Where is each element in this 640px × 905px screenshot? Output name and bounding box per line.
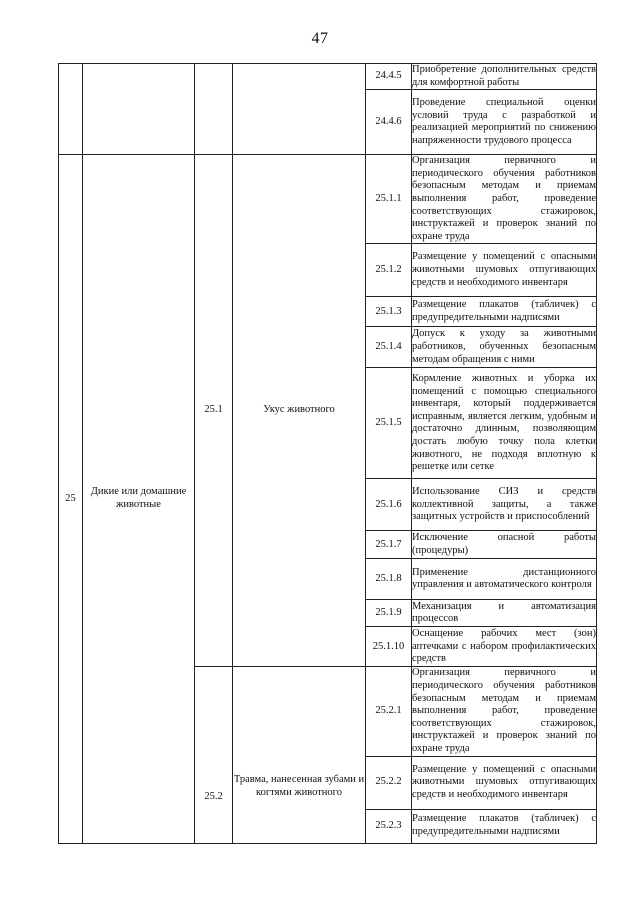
hazard-subgroup-number: 25.1 <box>195 155 233 667</box>
measure-code: 25.1.4 <box>366 327 412 368</box>
measure-code: 25.1.1 <box>366 155 412 244</box>
measure-text: Организация первичного и периодического обучения работников безопасным методам и приемам выполнения работ, проведение соответствующих стажировок, инструктажей и проверок знаний по охране труда <box>412 155 597 244</box>
measure-text: Исключение опасной работы (процедуры) <box>412 531 597 559</box>
page-number: 47 <box>311 30 329 47</box>
hazard-subgroup-number-cell <box>195 64 233 155</box>
hazard-subgroup-number: 25.2 <box>195 667 233 843</box>
measure-code: 25.1.6 <box>366 479 412 531</box>
measures-table <box>58 63 597 844</box>
hazard-group-name: Дикие или домашние животные <box>83 155 195 843</box>
hazard-subgroup-name: Травма, нанесенная зубами и когтями животного <box>233 667 366 843</box>
hazard-group-number-cell <box>59 64 83 155</box>
measure-code: 25.2.1 <box>366 667 412 756</box>
measure-code: 25.1.10 <box>366 627 412 667</box>
measure-code: 25.2.2 <box>366 756 412 809</box>
measure-text: Проведение специальной оценки условий труда с разработкой и реализацией мероприятий по снижению напряженности трудового процесса <box>412 90 597 155</box>
measure-code: 25.1.2 <box>366 244 412 297</box>
measure-code: 25.1.7 <box>366 531 412 559</box>
measure-code: 25.1.8 <box>366 559 412 600</box>
measure-text: Размещение у помещений с опасными животными шумовых отпугивающих средств и необходимого инвентаря <box>412 244 597 297</box>
measure-code: 25.2.3 <box>366 809 412 843</box>
measure-code: 25.1.9 <box>366 600 412 627</box>
measure-code: 25.1.3 <box>366 297 412 327</box>
hazard-group-number: 25 <box>59 155 83 843</box>
hazard-subgroup-name-cell <box>233 64 366 155</box>
measure-text: Организация первичного и периодического обучения работников безопасным методам и приемам выполнения работ, проведение соответствующих стажировок, инструктажей и проверок знаний по охране труда <box>412 667 597 756</box>
measure-text: Механизация и автоматизация процессов <box>412 600 597 627</box>
measure-text: Допуск к уходу за животными работников, обученных безопасным методам обращения с ними <box>412 327 597 368</box>
hazard-group-name-cell <box>83 64 195 155</box>
table-row <box>59 64 597 90</box>
measure-text: Размещение у помещений с опасными животными шумовых отпугивающих средств и необходимого инвентаря <box>412 756 597 809</box>
measure-code: 24.4.6 <box>366 90 412 155</box>
measure-text: Кормление животных и уборка их помещений с помощью специального инвентаря, который поддерживается исправным, является легким, удобным и достаточно длинным, позволяющим достать любую точку пола клетки животного, не подходя вплотную к решетке или сетке <box>412 368 597 479</box>
hazard-subgroup-name: Укус животного <box>233 155 366 667</box>
measure-text: Размещение плакатов (табличек) с предупредительными надписями <box>412 297 597 327</box>
table-row <box>59 155 597 244</box>
measure-text: Применение дистанционного управления и автоматического контроля <box>412 559 597 600</box>
measure-text: Оснащение рабочих мест (зон) аптечками с набором профилактических средств <box>412 627 597 667</box>
measure-code: 25.1.5 <box>366 368 412 479</box>
measure-text: Приобретение дополнительных средств для комфортной работы <box>412 64 597 90</box>
measure-text: Размещение плакатов (табличек) с предупредительными надписями <box>412 809 597 843</box>
measure-code: 24.4.5 <box>366 64 412 90</box>
measure-text: Использование СИЗ и средств коллективной защиты, а также защитных устройств и приспособлений <box>412 479 597 531</box>
